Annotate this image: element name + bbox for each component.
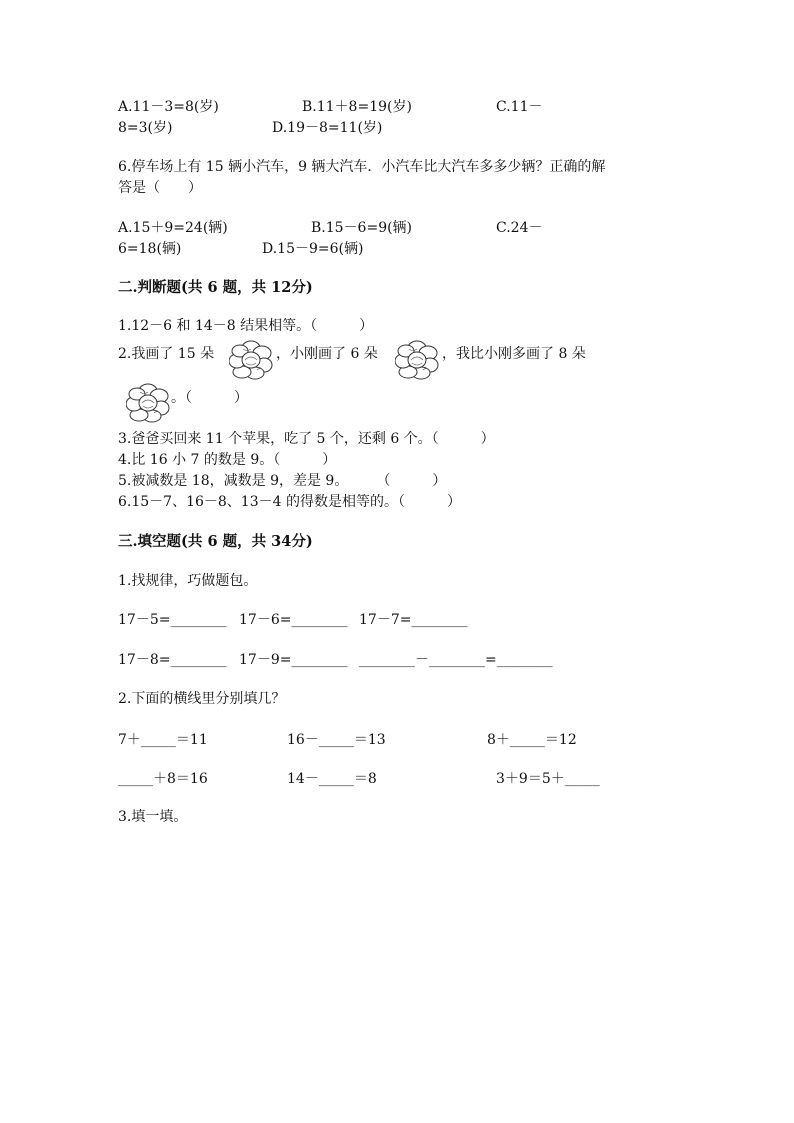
section2-title: 二.判断题(共 6 题，共 12分)	[118, 279, 313, 296]
blank-equation: 17－6=________	[239, 612, 348, 628]
blank-equation: 17－9=________	[239, 652, 348, 668]
blank-equation: 17－5=________	[118, 612, 227, 628]
s2-q1: 1.12－6 和 14－8 结果相等。（ ）	[118, 318, 374, 334]
blank-equation: 8＋_____＝12	[487, 732, 577, 748]
flower-icon	[126, 383, 170, 423]
q5-option-d: D.19－8=11(岁)	[272, 120, 383, 136]
q6-option-b: B.15－6=9(辆)	[311, 220, 413, 236]
q6-option-a: A.15＋9=24(辆)	[118, 220, 228, 236]
blank-equation: 3＋9＝5＋_____	[496, 771, 600, 787]
s2-q2-part2: ，小刚画了 6 朵	[276, 346, 378, 362]
flower-icon	[229, 340, 273, 380]
s2-q5: 5.被减数是 18，减数是 9，差是 9。 （ ）	[118, 473, 447, 489]
blank-equation: 16－_____＝13	[287, 732, 386, 748]
q5-option-c-cont: 8=3(岁)	[118, 120, 173, 136]
blank-equation: 17－7=________	[359, 612, 468, 628]
blank-equation: 7＋_____＝11	[118, 732, 208, 748]
s3-q3-title: 3.填一填。	[118, 809, 188, 825]
section3-title: 三.填空题(共 6 题，共 34分)	[118, 533, 313, 550]
q6-stem-cont: 答是（ ）	[118, 180, 202, 196]
q6-option-d: D.15－9=6(辆)	[262, 241, 364, 257]
s2-q4: 4.比 16 小 7 的数是 9。（ ）	[118, 452, 337, 468]
blank-equation: _____＋8＝16	[118, 771, 208, 787]
blank-equation: ________－________=________	[359, 652, 553, 668]
flower-icon	[395, 340, 439, 380]
q6-stem: 6.停车场上有 15 辆小汽车，9 辆大汽车．小汽车比大汽车多多少辆？正确的解	[118, 159, 606, 175]
s3-q2-title: 2.下面的横线里分别填几？	[118, 691, 286, 707]
s2-q3: 3.爸爸买回来 11 个苹果，吃了 5 个，还剩 6 个。（ ）	[118, 431, 495, 447]
q5-option-b: B.11＋8=19(岁)	[302, 99, 412, 115]
s2-q6: 6.15－7、16－8、13－4 的得数是相等的。（ ）	[118, 494, 461, 510]
s2-q2-part4: 。（ ）	[171, 390, 248, 406]
q6-option-c: C.24－	[496, 220, 543, 236]
s3-q1-title: 1.找规律，巧做题包。	[118, 573, 258, 589]
q5-option-c: C.11－	[496, 99, 543, 115]
s2-q2-part1: 2.我画了 15 朵	[118, 346, 215, 362]
q5-option-a: A.11－3=8(岁)	[118, 99, 219, 115]
s2-q2-part3: ，我比小刚多画了 8 朵	[442, 346, 586, 362]
blank-equation: 14－_____＝8	[287, 771, 377, 787]
q6-option-c-cont: 6=18(辆)	[118, 241, 182, 257]
blank-equation: 17－8=________	[118, 652, 227, 668]
